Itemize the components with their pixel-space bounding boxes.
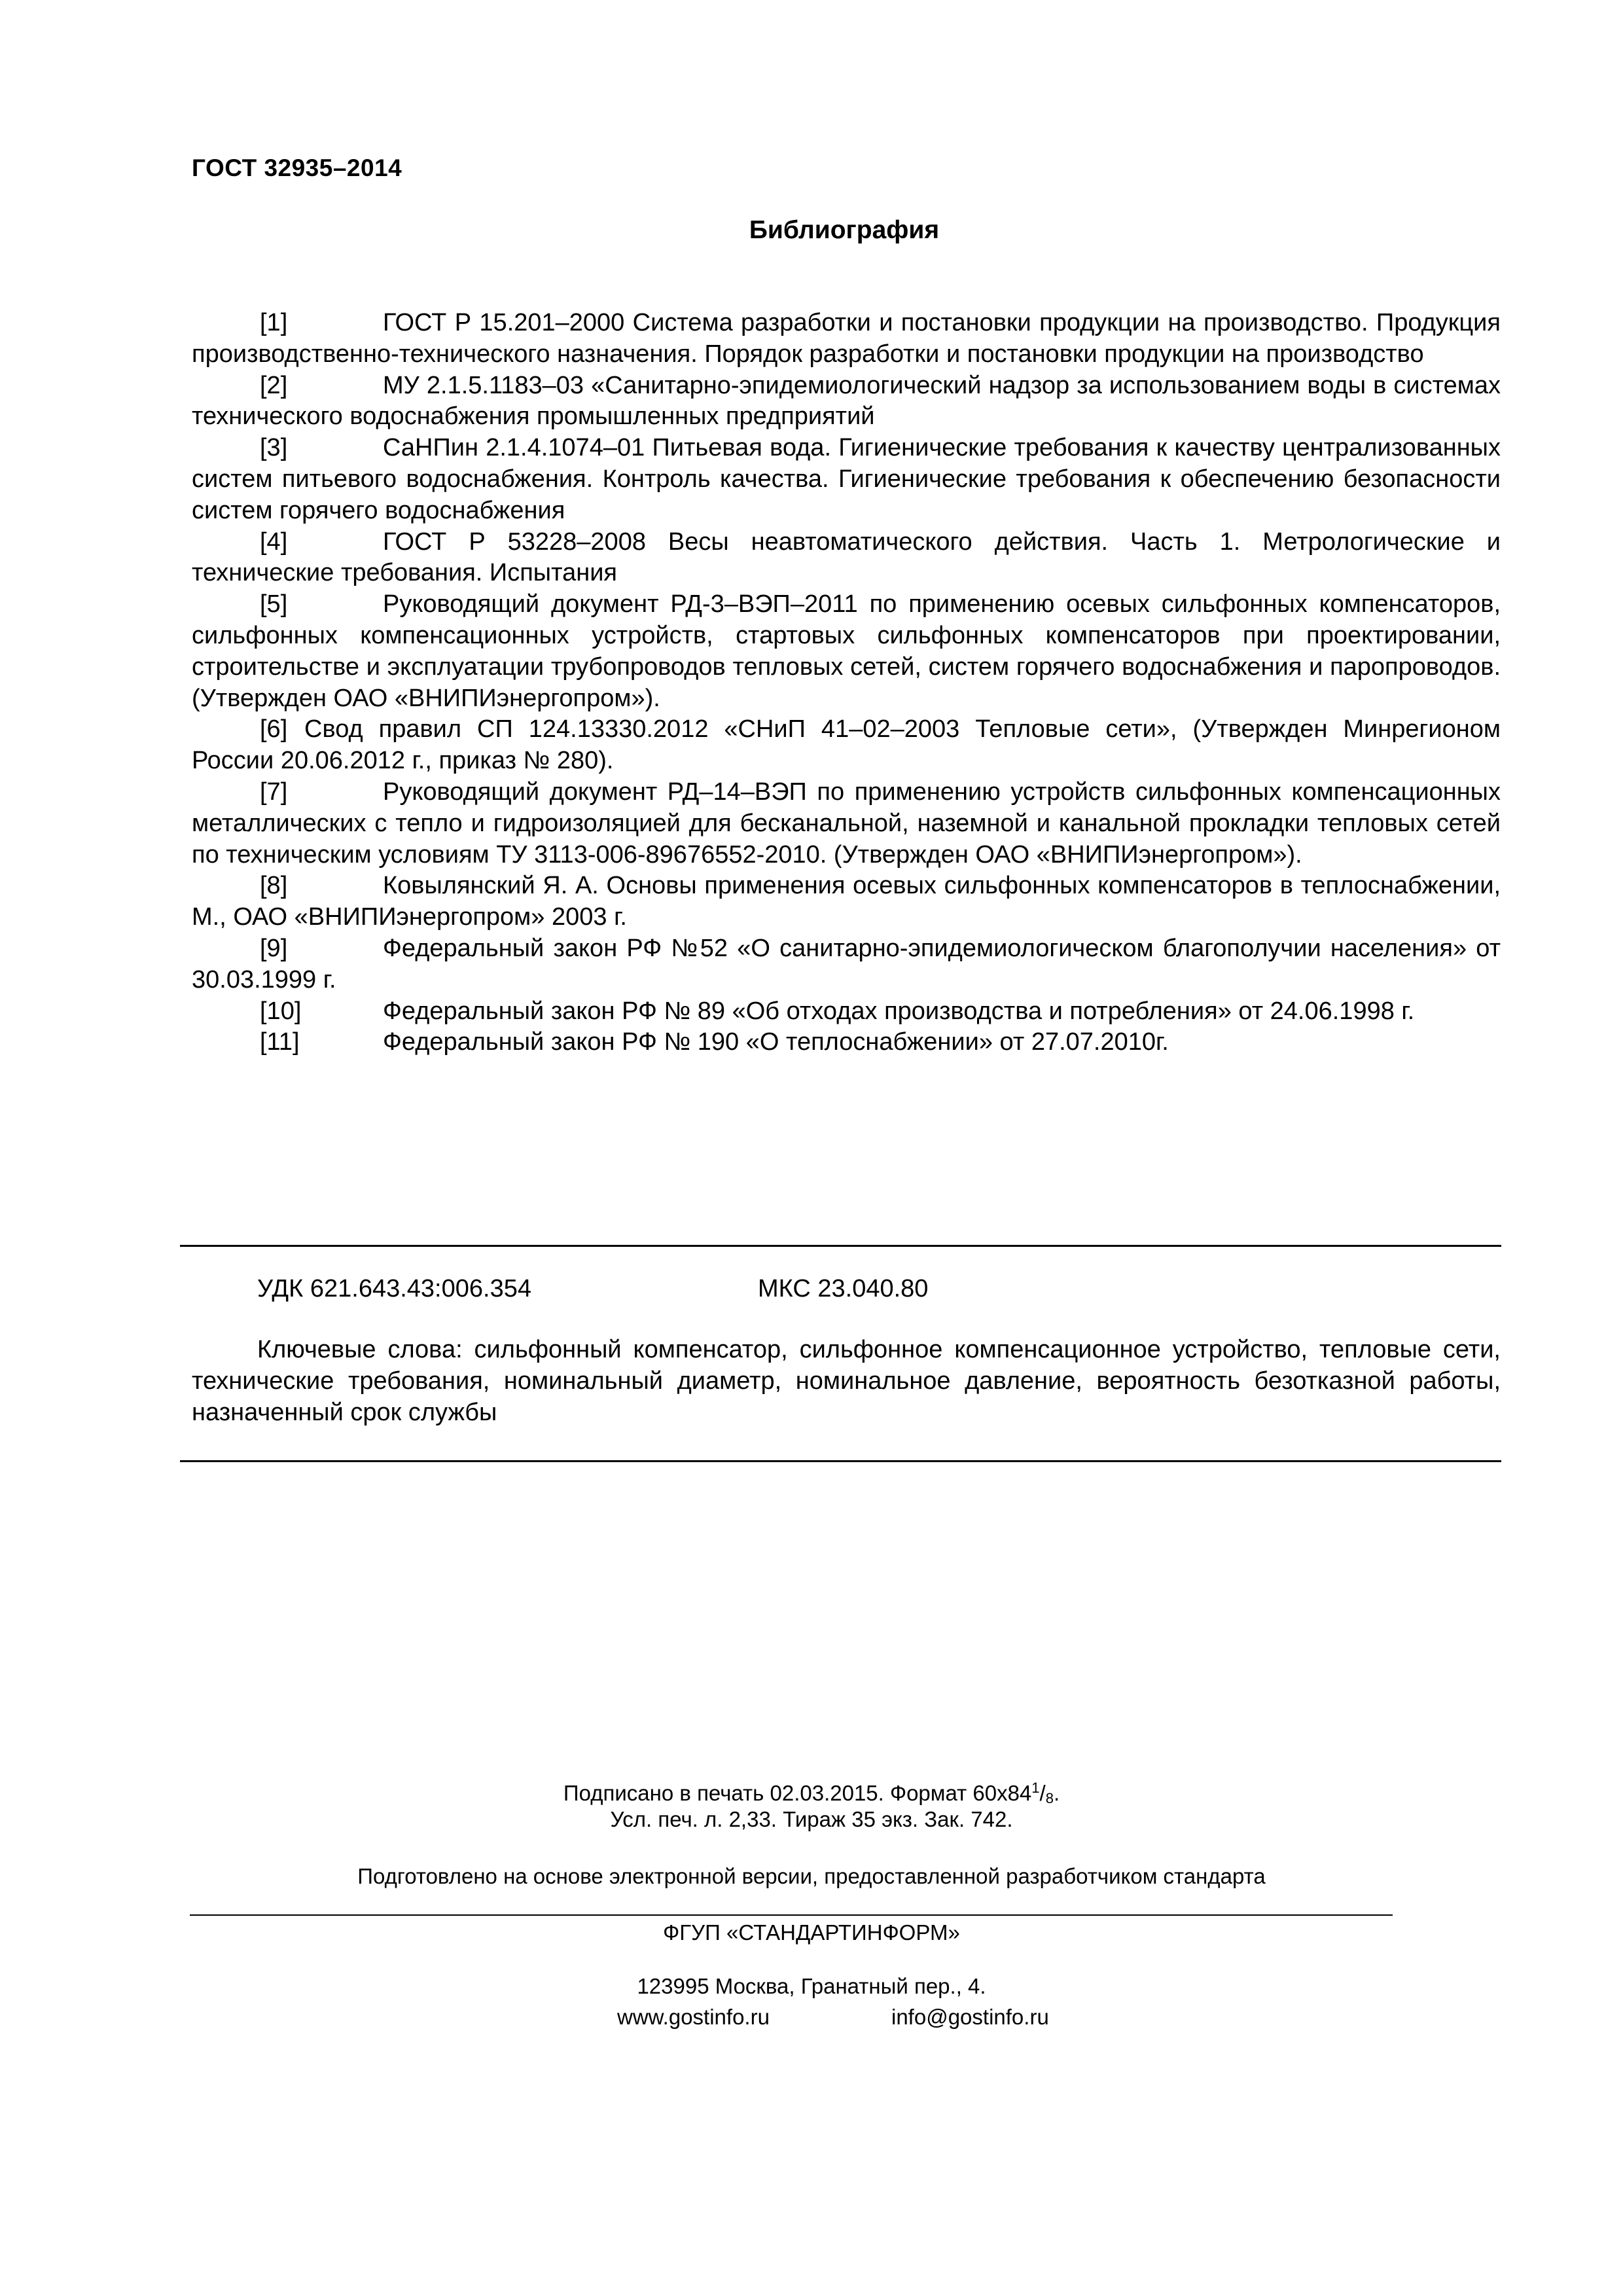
bib-text: СаНПин 2.1.4.1074–01 Питьевая вода. Гигиенические требования к качеству централизованных систем питьевого водоснабжения. Контроль качества. Гигиенические требования к обеспечению безопасности систем горячего водоснабжения bbox=[192, 434, 1501, 524]
bib-text: ГОСТ Р 53228–2008 Весы неавтоматического действия. Часть 1. Метрологические и технические требования. Испытания bbox=[192, 528, 1501, 587]
bibliography-title: Библиография bbox=[749, 216, 940, 244]
bib-number: [7] bbox=[260, 778, 288, 806]
bib-entry bbox=[192, 714, 1501, 777]
bib-entry bbox=[192, 370, 1501, 433]
divider-publisher bbox=[190, 1914, 1393, 1916]
bib-entry bbox=[192, 996, 1501, 1028]
bib-text: ГОСТ Р 15.201–2000 Система разработки и постановки продукции на производство. Продукция производственно-технического назначения. Порядок разработки и постановки продукции на производство bbox=[192, 309, 1501, 368]
standard-code: ГОСТ 32935–2014 bbox=[192, 154, 402, 181]
bib-number: [2] bbox=[260, 371, 288, 399]
mks-code: МКС 23.040.80 bbox=[758, 1275, 929, 1302]
imprint-signed-text: Подписано в печать 02.03.2015. Формат 60x84 bbox=[563, 1781, 1032, 1805]
bib-text: Руководящий документ РД-3–ВЭП–2011 по применению осевых сильфонных компенсаторов, сильфонных компенсационных устройств, стартовых сильфонных компенсаторов при проектировании, строительстве и эксплуатации трубопроводов тепловых сетей, систем горячего водоснабжения и паропроводов. (Утвержден ОАО «ВНИПИэнергопром»). bbox=[192, 590, 1501, 712]
email-link[interactable]: info@gostinfo.ru bbox=[891, 2005, 1049, 2029]
imprint-signed: Подписано в печать 02.03.2015. Формат $60x84^1/8$. bbox=[563, 1780, 1060, 1806]
divider-bottom bbox=[180, 1460, 1501, 1462]
bib-entry bbox=[192, 527, 1501, 590]
bib-number: [9] bbox=[260, 934, 288, 962]
bib-entry bbox=[192, 870, 1501, 933]
bib-entry bbox=[192, 308, 1501, 370]
imprint-print-info: Усл. печ. л. 2,33. Тираж 35 экз. Зак. 742. bbox=[610, 1807, 1013, 1831]
udc-code: УДК 621.643.43:006.354 bbox=[257, 1275, 531, 1302]
bib-number: [1] bbox=[260, 309, 288, 336]
bib-text: Свод правил СП 124.13330.2012 «СНиП 41–02–2003 Тепловые сети», (Утвержден Минрегионом России 20.06.2012 г., приказ № 280). bbox=[192, 715, 1501, 775]
format-end: . bbox=[1053, 1781, 1060, 1805]
imprint-prepared: Подготовлено на основе электронной версии, предоставленной разработчиком стандарта bbox=[357, 1864, 1266, 1888]
bib-text: Федеральный закон РФ № 89 «Об отходах производства и потребления» от 24.06.1998 г. bbox=[383, 997, 1415, 1025]
bib-number: [10] bbox=[260, 997, 302, 1025]
format-numerator: 1 bbox=[1031, 1780, 1040, 1796]
bib-entry bbox=[192, 777, 1501, 870]
publisher-address: 123995 Москва, Гранатный пер., 4. bbox=[637, 1974, 986, 1998]
format-denominator: 8 bbox=[1045, 1790, 1054, 1806]
bib-text: Руководящий документ РД–14–ВЭП по применению устройств сильфонных компенсационных металлических с тепло и гидроизоляцией для бесканальной, наземной и канальной прокладки тепловых сетей по техническим условиям ТУ 3113-006-89676552-2010. (Утвержден ОАО «ВНИПИэнергопром»). bbox=[192, 778, 1501, 869]
publisher-name: ФГУП «СТАНДАРТИНФОРМ» bbox=[663, 1920, 960, 1945]
bib-entry bbox=[192, 1027, 1501, 1058]
bib-number: [6] bbox=[260, 715, 288, 744]
bib-number: [8] bbox=[260, 872, 288, 900]
bib-text: Федеральный закон РФ № 190 «О теплоснабжении» от 27.07.2010г. bbox=[383, 1028, 1169, 1056]
bib-entry bbox=[192, 589, 1501, 714]
bib-text: Федеральный закон РФ №52 «О санитарно-эпидемиологическом благополучии населения» от 30.03.1999 г. bbox=[192, 934, 1501, 994]
bib-text: МУ 2.1.5.1183–03 «Санитарно-эпидемиологический надзор за использованием воды в системах технического водоснабжения промышленных предприятий bbox=[192, 371, 1501, 431]
bibliography-list bbox=[192, 308, 1501, 1058]
website-link[interactable]: www.gostinfo.ru bbox=[617, 2005, 770, 2029]
divider-top bbox=[180, 1245, 1501, 1247]
bib-entry bbox=[192, 933, 1501, 996]
keywords-paragraph: Ключевые слова: сильфонный компенсатор, сильфонное компенсационное устройство, тепловые сети, технические требования, номинальный диаметр, номинальное давление, вероятность безотказной работы, назначенный срок службы bbox=[192, 1336, 1501, 1426]
bib-number: [4] bbox=[260, 528, 288, 556]
bib-number: [3] bbox=[260, 434, 288, 462]
bib-number: [5] bbox=[260, 590, 288, 619]
bib-number: [11] bbox=[260, 1028, 300, 1056]
bib-text: Ковылянский Я. А. Основы применения осевых сильфонных компенсаторов в теплоснабжении, М., ОАО «ВНИПИэнергопром» 2003 г. bbox=[192, 872, 1501, 931]
bib-entry bbox=[192, 433, 1501, 526]
